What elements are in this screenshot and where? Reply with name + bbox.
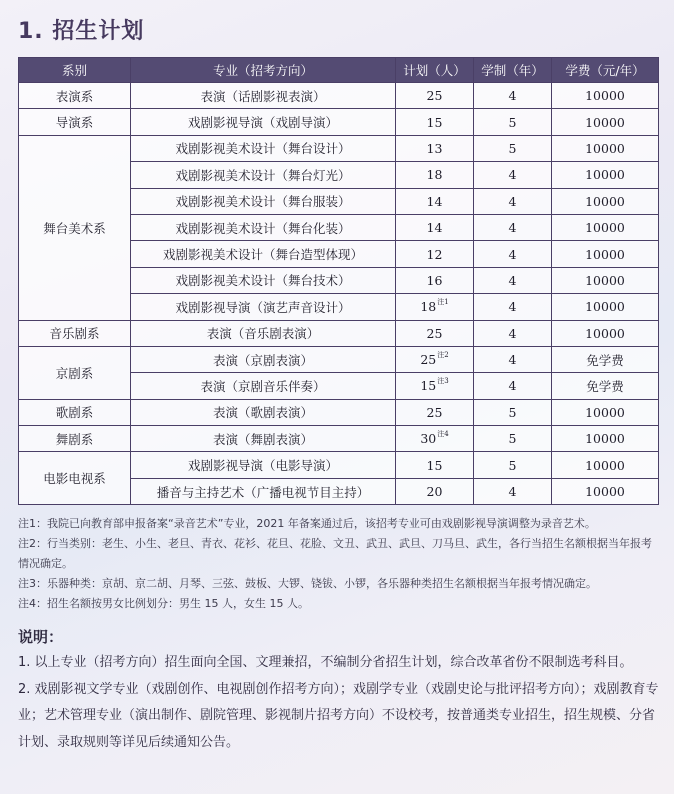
explanation-body [18, 650, 662, 756]
plan-cell: 13 [396, 135, 474, 161]
major-cell: 表演（歌剧表演） [131, 399, 396, 425]
years-cell: 4 [474, 188, 552, 214]
major-cell: 戏剧影视美术设计（舞台设计） [131, 135, 396, 161]
plan-cell [396, 346, 474, 372]
table-row [19, 426, 659, 452]
explanation-item-1: 1. 以上专业（招考方向）招生面向全国、文理兼招，不编制分省招生计划，综合改革省份不限制选考科目。 [18, 655, 633, 670]
major-cell: 戏剧影视美术设计（舞台服装） [131, 188, 396, 214]
plan-cell: 15 [396, 452, 474, 478]
dept-cell: 导演系 [19, 109, 131, 135]
years-cell: 5 [474, 135, 552, 161]
fee-cell: 免学费 [552, 346, 659, 372]
years-cell: 4 [474, 320, 552, 346]
table-row [19, 452, 659, 478]
fee-cell: 免学费 [552, 373, 659, 399]
fee-cell: 10000 [552, 452, 659, 478]
years-cell: 4 [474, 241, 552, 267]
years-cell: 4 [474, 373, 552, 399]
fee-cell: 10000 [552, 214, 659, 240]
years-cell: 5 [474, 399, 552, 425]
fee-cell: 10000 [552, 188, 659, 214]
plan-cell: 25 [396, 83, 474, 109]
fee-cell: 10000 [552, 294, 659, 320]
table-row [19, 399, 659, 425]
section-title: 1. 招生计划 [18, 19, 145, 44]
fee-cell: 10000 [552, 162, 659, 188]
fee-cell: 10000 [552, 478, 659, 504]
major-cell: 戏剧影视美术设计（舞台化装） [131, 214, 396, 240]
plan-cell: 18 [396, 162, 474, 188]
major-cell: 戏剧影视导演（戏剧导演） [131, 109, 396, 135]
header-major: 专业（招考方向） [131, 58, 396, 83]
years-cell: 4 [474, 214, 552, 240]
enrollment-plan-table [18, 57, 659, 505]
major-cell: 表演（舞剧表演） [131, 426, 396, 452]
years-cell: 4 [474, 294, 552, 320]
plan-cell: 16 [396, 267, 474, 293]
header-plan: 计划（人） [396, 58, 474, 83]
dept-cell: 舞台美术系 [19, 135, 131, 320]
dept-cell: 音乐剧系 [19, 320, 131, 346]
table-row [19, 320, 659, 346]
footnotes [18, 514, 662, 614]
fee-cell: 10000 [552, 241, 659, 267]
table-row [19, 109, 659, 135]
plan-cell: 12 [396, 241, 474, 267]
table-row [19, 83, 659, 109]
footnote-3: 注3：乐器种类：京胡、京二胡、月琴、三弦、鼓板、大锣、铙钹、小锣，各乐器种类招生名额根据当年报考情况确定。 [18, 577, 597, 590]
explanation-title: 说明： [18, 628, 64, 646]
footnote-4: 注4：招生名额按男女比例划分：男生 15 人，女生 15 人。 [18, 597, 309, 610]
footnote-2: 注2：行当类别：老生、小生、老旦、青衣、花衫、花旦、花脸、文丑、武丑、武旦、刀马旦、武生，各行当招生名额根据当年报考情况确定。 [18, 537, 652, 570]
plan-value: 15 [420, 378, 437, 394]
dept-cell: 舞剧系 [19, 426, 131, 452]
fee-cell: 10000 [552, 399, 659, 425]
major-cell: 表演（话剧影视表演） [131, 83, 396, 109]
plan-value: 30 [420, 431, 437, 447]
years-cell: 4 [474, 478, 552, 504]
major-cell: 表演（京剧表演） [131, 346, 396, 372]
plan-cell: 25 [396, 399, 474, 425]
fee-cell: 10000 [552, 135, 659, 161]
footnote-marker: 注2 [437, 351, 449, 360]
header-fee: 学费（元/年） [552, 58, 659, 83]
plan-cell [396, 373, 474, 399]
dept-cell: 电影电视系 [19, 452, 131, 505]
years-cell: 4 [474, 162, 552, 188]
footnote-1: 注1：我院已向教育部申报备案“录音艺术”专业，2021 年备案通过后，该招考专业可由戏剧影视导演调整为录音艺术。 [18, 517, 596, 530]
years-cell: 4 [474, 346, 552, 372]
plan-cell [396, 294, 474, 320]
major-cell: 戏剧影视美术设计（舞台技术） [131, 267, 396, 293]
major-cell: 播音与主持艺术（广播电视节目主持） [131, 478, 396, 504]
table-row [19, 135, 659, 161]
header-dept: 系别 [19, 58, 131, 83]
major-cell: 表演（京剧音乐伴奏） [131, 373, 396, 399]
plan-cell: 14 [396, 188, 474, 214]
plan-value: 25 [420, 352, 437, 368]
dept-cell: 京剧系 [19, 346, 131, 399]
years-cell: 5 [474, 452, 552, 478]
plan-cell [396, 426, 474, 452]
footnote-marker: 注3 [437, 377, 449, 386]
plan-cell: 15 [396, 109, 474, 135]
header-years: 学制（年） [474, 58, 552, 83]
plan-cell: 25 [396, 320, 474, 346]
years-cell: 5 [474, 426, 552, 452]
fee-cell: 10000 [552, 267, 659, 293]
major-cell: 戏剧影视导演（演艺声音设计） [131, 294, 396, 320]
major-cell: 戏剧影视美术设计（舞台灯光） [131, 162, 396, 188]
major-cell: 戏剧影视美术设计（舞台造型体现） [131, 241, 396, 267]
plan-cell: 20 [396, 478, 474, 504]
plan-value: 18 [420, 299, 437, 315]
plan-cell: 14 [396, 214, 474, 240]
explanation-item-2: 2. 戏剧影视文学专业（戏剧创作、电视剧创作招考方向）；戏剧学专业（戏剧史论与批评招考方向）；戏剧教育专业；艺术管理专业（演出制作、剧院管理、影视制片招考方向）不设校考，按普通类专业招生，招生规模、分省计划、录取规则等详见后续通知公告。 [18, 681, 659, 750]
dept-cell: 表演系 [19, 83, 131, 109]
footnote-marker: 注1 [437, 298, 449, 307]
major-cell: 表演（音乐剧表演） [131, 320, 396, 346]
years-cell: 5 [474, 109, 552, 135]
fee-cell: 10000 [552, 109, 659, 135]
footnote-marker: 注4 [437, 430, 449, 439]
fee-cell: 10000 [552, 426, 659, 452]
fee-cell: 10000 [552, 83, 659, 109]
dept-cell: 歌剧系 [19, 399, 131, 425]
table-row [19, 346, 659, 372]
major-cell: 戏剧影视导演（电影导演） [131, 452, 396, 478]
table-header-row [19, 58, 659, 83]
years-cell: 4 [474, 267, 552, 293]
years-cell: 4 [474, 83, 552, 109]
fee-cell: 10000 [552, 320, 659, 346]
